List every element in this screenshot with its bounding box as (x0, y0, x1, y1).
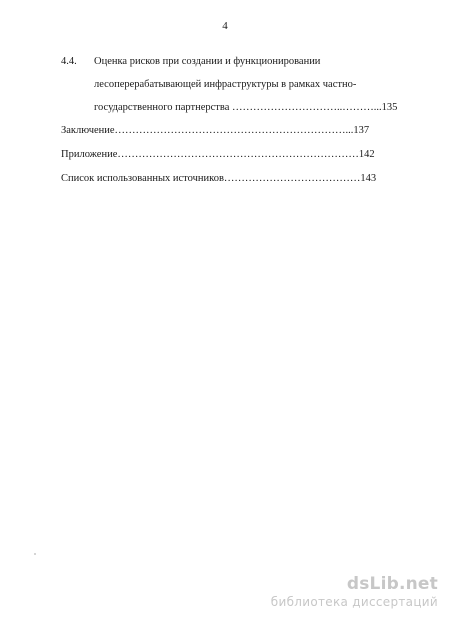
watermark-logo: dsLib.net (346, 574, 438, 594)
watermark (271, 574, 438, 610)
toc-section-title-line-1: Оценка рисков при создании и функционировании (94, 56, 321, 67)
toc-section-title-line-3: государственного партнерства …………………………..………...135 (94, 102, 398, 113)
toc-section-title-line-2: лесоперерабатывающей инфраструктуры в рамках частно- (94, 79, 357, 90)
toc-section-number: 4.4. (61, 56, 77, 67)
page-number: 4 (222, 20, 228, 32)
toc-conclusion: Заключение…………………………………………………………...137 (61, 125, 370, 136)
toc-references: Список использованных источников…………………………………143 (61, 173, 377, 184)
toc-appendix: Приложение……………………………………………………………142 (61, 149, 375, 160)
scan-speck (34, 553, 36, 555)
watermark-subtitle: библиотека диссертаций (270, 595, 438, 609)
